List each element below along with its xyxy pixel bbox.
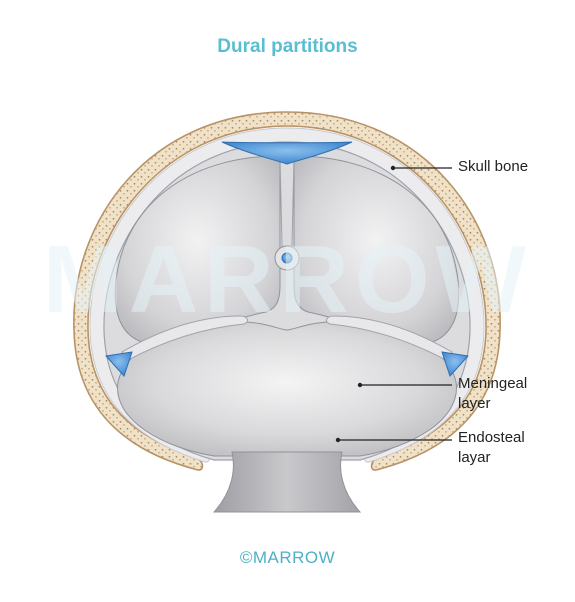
skull-bone-leader-dot <box>391 166 395 170</box>
watermark: MARROW <box>42 226 533 333</box>
diagram-title: Dural partitions <box>217 36 358 57</box>
label-endosteal-line1: Endosteal <box>458 429 525 446</box>
label-meningeal-line1: Meningeal <box>458 375 528 392</box>
brainstem <box>214 452 360 512</box>
endosteal-leader-dot <box>336 438 340 442</box>
copyright-footer: ©MARROW <box>239 548 336 567</box>
label-endosteal-layer <box>458 428 525 468</box>
label-meningeal-line2: layer <box>458 395 491 412</box>
inferior-sagittal-sinus <box>282 253 292 263</box>
label-meningeal-layer <box>458 374 527 414</box>
falx-cerebri <box>280 156 294 249</box>
label-skull-bone: Skull bone <box>458 158 529 175</box>
meningeal-leader-dot <box>358 383 362 387</box>
label-endosteal-line2: layar <box>458 449 491 466</box>
